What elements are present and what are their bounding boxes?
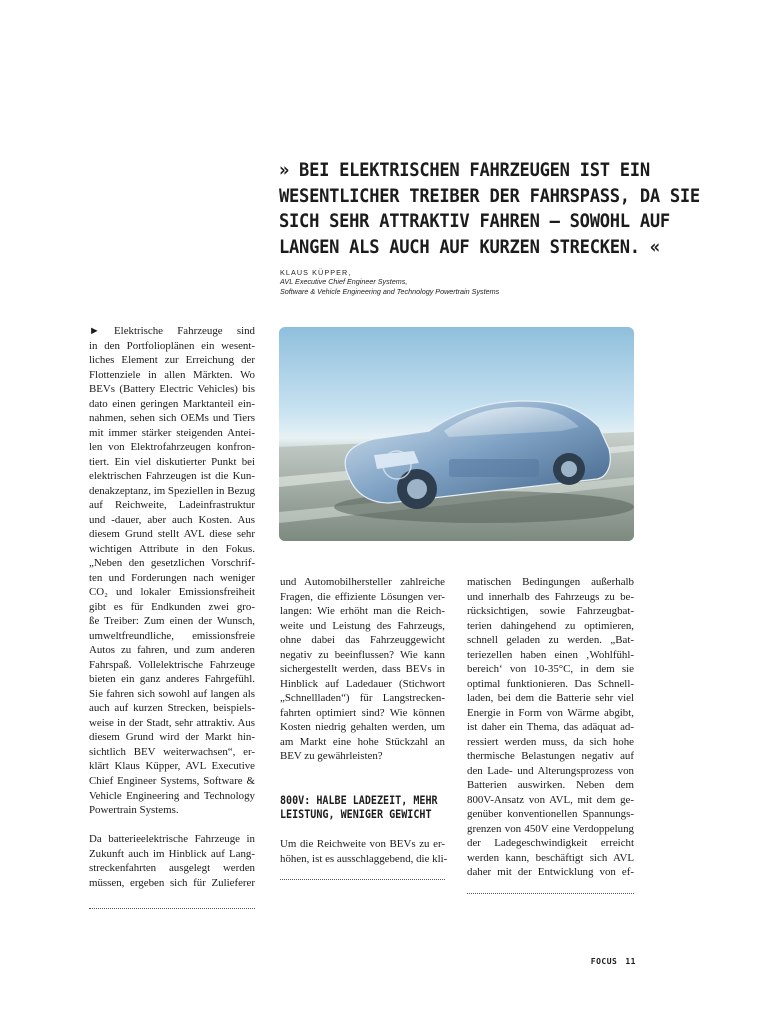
text-line: elektrischen Fahrzeugen ist die Kun- <box>89 470 255 483</box>
text-line: tiert. Ein viel diskutierter Punkt bei <box>89 455 255 468</box>
text-line: ist daher ein Thema, das adäquat ad- <box>467 721 634 734</box>
text-line: werden kann, beschäftigt sich AVL <box>467 851 634 864</box>
text-line: streckenfahrten ausgelegt werden <box>89 862 255 875</box>
rear-hub <box>561 461 577 477</box>
pull-quote <box>279 158 700 260</box>
pull-quote-line: LANGEN ALS AUCH AUF KURZEN STRECKEN. « <box>279 236 660 258</box>
text-line: diesem Grund stellt AVL diese sehr <box>89 528 255 541</box>
quote-attribution <box>280 268 499 296</box>
attribution-role: AVL Executive Chief Engineer Systems, <box>280 277 408 287</box>
text-line: langen: Wie erhöht man die Reich- <box>280 605 445 618</box>
text-line: „Neben den gesetzlichen Vorschrif- <box>89 557 255 570</box>
text-line: bereich‘ von 10-35°C, in dem sie <box>467 663 634 676</box>
text-line: terien dahingehend zu optimieren, <box>467 619 634 632</box>
text-line: thermische Belastungen negativ auf <box>467 750 634 763</box>
text-line: ße Treiber: Zum einen der Wunsch, <box>89 615 255 628</box>
text-line: und -dauer, aber auch Kosten. Aus <box>89 513 255 526</box>
text-line: Powertrain Systems. <box>89 804 179 817</box>
text-line: Da batterieelektrische Fahrzeuge in <box>89 833 255 846</box>
text-line: len von Elektrofahrzeugen konfron- <box>89 441 255 454</box>
text-line: fahrten optimiert sind? Wie können <box>280 706 445 719</box>
pull-quote-line: WESENTLICHER TREIBER DER FAHRSPASS, DA SIE <box>279 185 700 207</box>
text-line: Zukunft auch im Hinblick auf Lang- <box>89 847 255 860</box>
body-column-3 <box>467 575 634 880</box>
pull-quote-line: SICH SEHR ATTRAKTIV FAHREN – SOWOHL AUF <box>279 211 670 232</box>
text-line: optimal funktionieren. Das Schnell- <box>467 677 634 690</box>
text-line: Hinblick auf Ladedauer (Stichwort <box>280 677 445 690</box>
text-line: ressiert werden muss, da sich hohe <box>467 735 634 748</box>
text-line: genüber konventionellen Spannungs- <box>467 808 634 821</box>
text-line: und innerhalb des Fahrzeugs zu be- <box>467 590 634 603</box>
text-line: liches Element zur Erreichung der <box>89 354 255 367</box>
text-line: teriezellen haben einen ‚Wohlfühl- <box>467 648 634 661</box>
column-end-rule <box>280 879 445 880</box>
page-footer <box>591 957 636 966</box>
body-column-1 <box>89 324 255 890</box>
text-line: am Markt eine hohe Stückzahl an <box>280 735 445 748</box>
text-line: dato einen geringen Marktanteil ein- <box>89 397 255 410</box>
text-line: müssen, ergeben sich für Zulieferer <box>89 876 255 889</box>
text-line: rücksichtigen, sowie Fahrzeugbat- <box>467 605 634 618</box>
text-line: laden, bei dem die Batterie sehr viel <box>467 692 634 705</box>
footer-section-name: FOCUS <box>590 957 618 966</box>
text-line: Vehicle Engineering and Technology <box>89 789 255 802</box>
text-line: Sie fahren sich sowohl auf langen als <box>89 687 255 700</box>
text-line: BEV zu gewährleisten? <box>280 750 383 763</box>
text-line: Energie in Form von Wärme abgibt, <box>467 706 634 719</box>
text-line: auch auf kurzen Strecken, beispiels- <box>89 702 255 715</box>
text-line: Kosten niedrig gehalten werden, um <box>280 721 445 734</box>
section-subheading <box>280 794 450 822</box>
text-line: ten und Forderungen nach weniger <box>89 571 255 584</box>
text-line: schnell geladen zu werden. „Bat- <box>467 634 634 647</box>
text-line: Um die Reichweite von BEVs zu er- <box>280 838 445 850</box>
text-line: denakzeptanz, im Speziellen in Bezug <box>89 484 256 497</box>
text-line: Batterien auswirken. Neben dem <box>467 779 634 792</box>
car-illustration <box>279 327 634 541</box>
front-hub <box>407 479 427 499</box>
text-line: mit immer stärker steigenden Antei- <box>89 426 255 439</box>
text-line: Flottenziele in allen Märkten. Wo <box>89 368 255 381</box>
body-column-2-continued <box>280 837 448 866</box>
attribution-name: KLAUS KÜPPER, <box>280 268 352 277</box>
text-line: Autos zu fahren, und zum anderen <box>89 644 255 657</box>
text-line: Fragen, die effiziente Lösungen ver- <box>280 590 445 603</box>
battery-pack <box>449 459 539 477</box>
text-line: umweltfreundliche, emissionsfreie <box>89 629 255 642</box>
text-line: der Ladegeschwindigkeit erreicht <box>467 837 634 850</box>
text-line: klärt Klaus Küpper, AVL Executive <box>89 760 255 773</box>
text-line: CO₂ und lokaler Emissionsfreiheit <box>89 586 255 599</box>
text-line: „Schnellladen“) für Langstrecken- <box>280 692 445 705</box>
column-end-rule <box>89 908 255 909</box>
text-line: diesem Grund wird der Markt hin- <box>89 731 255 744</box>
body-column-2 <box>280 575 445 764</box>
text-line: ► Elektrische Fahrzeuge sind <box>89 325 255 337</box>
text-line: wichtigen Attribute in den Fokus. <box>89 542 255 555</box>
subheading-line: LEISTUNG, WENIGER GEWICHT <box>280 808 432 821</box>
column-end-rule <box>467 893 634 894</box>
text-line: Chief Engineer Systems, Software & <box>89 774 255 787</box>
text-line: auf Reichweite, Ladeinfrastruktur <box>89 499 255 512</box>
text-line: BEVs (Battery Electric Vehicles) bis <box>89 383 255 396</box>
text-line: höhen, ist es ausschlaggebend, die kli- <box>280 852 448 865</box>
text-line: gibt es für Endkunden zwei gro- <box>89 600 255 613</box>
text-line: und Automobilhersteller zahlreiche <box>280 576 445 588</box>
text-line: matischen Bedingungen außerhalb <box>467 576 634 588</box>
paragraph-gap <box>89 818 255 833</box>
text-line: in den Portfolioplänen ein wesent- <box>89 339 255 352</box>
text-line: sichergestellt werden, dass BEVs in <box>280 663 445 676</box>
text-line: nahmen, sehen sich OEMs und Tiers <box>89 412 255 425</box>
text-line: weite und Leistung des Fahrzeugs, <box>280 619 445 632</box>
text-line: sichtlich BEV weiterwachsen“, er- <box>89 745 255 758</box>
hero-car-image <box>279 327 634 541</box>
text-line: ohne dabei das Fahrzeuggewicht <box>280 634 445 647</box>
subheading-line: 800V: HALBE LADEZEIT, MEHR <box>280 794 438 807</box>
page-number: 11 <box>625 957 636 966</box>
text-line: den Lade- und Alterungsprozess von <box>467 764 634 777</box>
text-line: negativ zu beeinflussen? Wie kann <box>280 648 445 661</box>
attribution-role: Software & Vehicle Engineering and Technology Powertrain Systems <box>280 286 500 296</box>
text-line: grenzen von 450V eine Verdoppelung <box>467 822 634 835</box>
text-line: bieten ein ganz anderes Fahrgefühl. <box>89 673 255 686</box>
pull-quote-line: » BEI ELEKTRISCHEN FAHRZEUGEN IST EIN <box>279 160 650 181</box>
text-line: daher mit der Entwicklung von ef- <box>467 866 634 879</box>
text-line: weise in der Stadt, sehr attraktiv. Aus <box>89 716 255 729</box>
text-line: 800V-Ansatz von AVL, mit dem ge- <box>467 793 634 806</box>
text-line: Fahrspaß. Vollelektrische Fahrzeuge <box>89 658 255 671</box>
